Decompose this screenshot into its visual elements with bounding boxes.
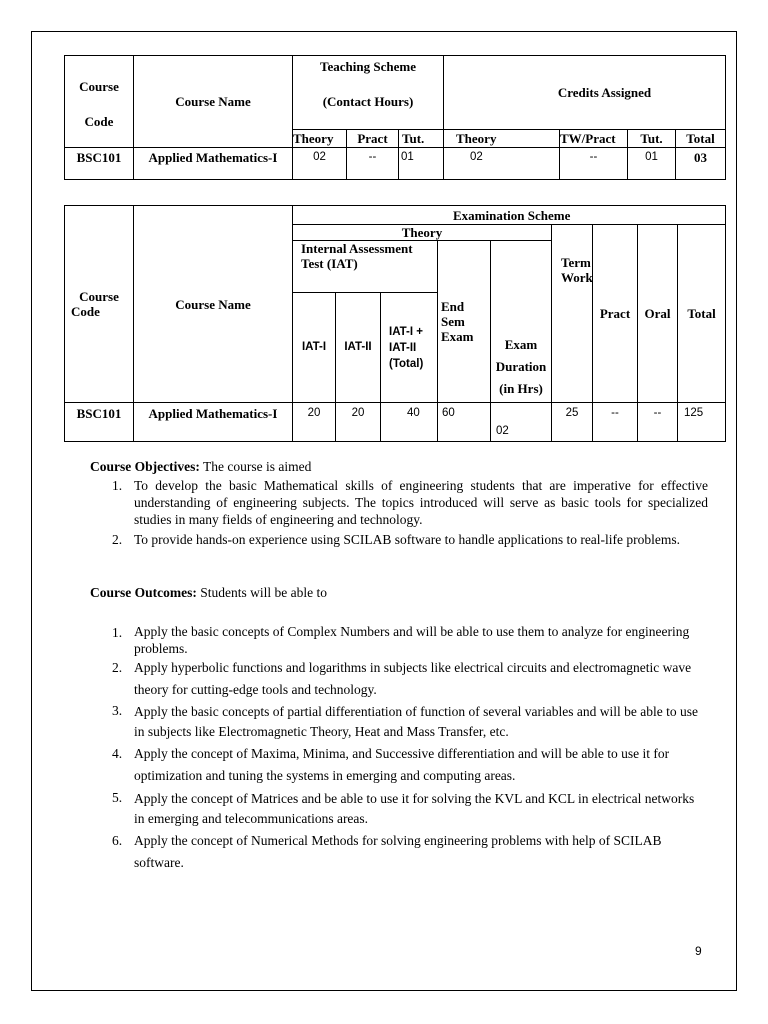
theory-credits: 02 <box>444 148 560 180</box>
page-number: 9 <box>695 944 702 958</box>
term-work-marks: 25 <box>552 403 593 442</box>
th-theory: Theory <box>293 130 347 148</box>
exam-duration: 02 <box>491 403 552 442</box>
internal-assessment-header: Internal Assessment Test (IAT) <box>293 241 438 293</box>
exam-course-name: Applied Mathematics-I <box>134 403 293 442</box>
theory-hours: 02 <box>293 148 347 180</box>
course-code: BSC101 <box>65 148 134 180</box>
course-code-header: Course Code <box>65 56 134 148</box>
course-outcomes-heading: Course Outcomes: Students will be able to <box>90 585 327 600</box>
iat2-header: IAT-II <box>336 293 381 403</box>
iat-total-header: IAT-I + IAT-II (Total) <box>381 293 438 403</box>
pract-marks: -- <box>593 403 638 442</box>
tut-credits: 01 <box>628 148 676 180</box>
tut-hours: 01 <box>399 148 444 180</box>
examination-scheme-table <box>64 205 726 442</box>
credits-assigned-header: Credits Assigned <box>444 56 726 130</box>
pract-header: Pract <box>593 225 638 403</box>
course-name: Applied Mathematics-I <box>134 148 293 180</box>
cr-twpract: TW/Pract <box>560 130 628 148</box>
iat2-marks: 20 <box>336 403 381 442</box>
total-header: Total <box>678 225 726 403</box>
oral-header: Oral <box>638 225 678 403</box>
course-name-header: Course Name <box>134 56 293 148</box>
iat1-header: IAT-I <box>293 293 336 403</box>
term-work-header: Term Work <box>552 225 593 403</box>
exam-course-code: BSC101 <box>65 403 134 442</box>
teaching-scheme-table <box>64 55 726 180</box>
examination-scheme-header: Examination Scheme <box>293 206 726 225</box>
cr-tut: Tut. <box>628 130 676 148</box>
exam-duration-header: Exam Duration (in Hrs) <box>491 241 552 403</box>
total-marks: 125 <box>678 403 726 442</box>
th-pract: Pract <box>347 130 399 148</box>
cr-total: Total <box>676 130 726 148</box>
exam-course-name-header: Course Name <box>134 206 293 403</box>
theory-header: Theory <box>293 225 552 241</box>
total-credits: 03 <box>676 148 726 180</box>
th-tut: Tut. <box>399 130 444 148</box>
cr-theory: Theory <box>444 130 560 148</box>
oral-marks: -- <box>638 403 678 442</box>
course-objectives-heading: Course Objectives: The course is aimed <box>90 459 312 474</box>
pract-hours: -- <box>347 148 399 180</box>
iat1-marks: 20 <box>293 403 336 442</box>
end-sem-marks: 60 <box>438 403 491 442</box>
twpract-credits: -- <box>560 148 628 180</box>
end-sem-exam-header: End Sem Exam <box>438 241 491 403</box>
teaching-scheme-header: Teaching Scheme (Contact Hours) <box>293 56 444 130</box>
exam-course-code-header: Course Code <box>65 206 134 403</box>
iat-total-marks: 40 <box>381 403 438 442</box>
